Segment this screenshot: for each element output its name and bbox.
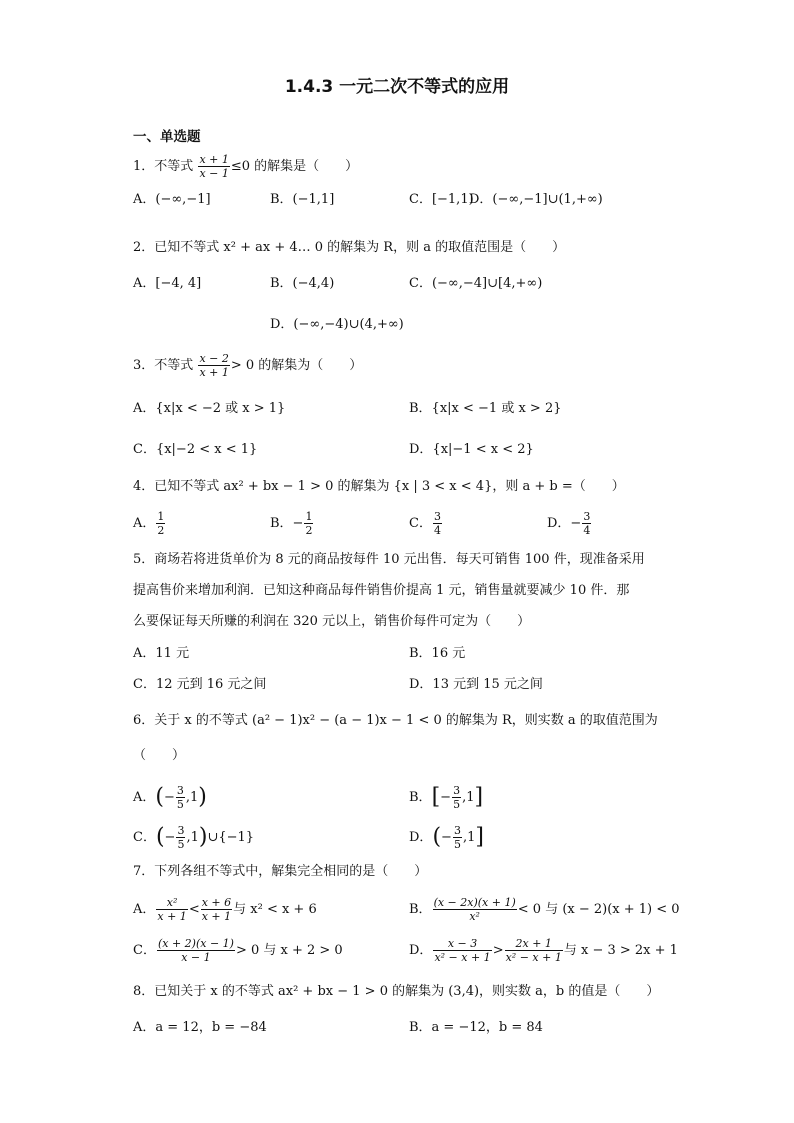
question-text: ≤0 的解集是（ ） — [230, 159, 359, 174]
page-title: 1.4.3 一元二次不等式的应用 — [284, 77, 510, 97]
bracket: ] — [474, 784, 484, 810]
q8-option-a[interactable]: A．a = 12，b = −84 — [133, 1020, 267, 1035]
q5-option-a[interactable]: A．11 元 — [133, 646, 190, 661]
fraction — [176, 824, 185, 851]
option-text: 与 x − 3 > 2x + 1 — [563, 943, 678, 958]
question-7: 7．下列各组不等式中，解集完全相同的是（ ） — [133, 864, 428, 879]
q6-option-a[interactable] — [133, 784, 207, 811]
denominator: x − 1 — [181, 951, 211, 964]
option-label: A． — [133, 902, 156, 917]
fraction — [433, 896, 517, 923]
q3-option-a[interactable]: A．{x|x < −2 或 x > 1} — [133, 401, 286, 416]
q1-option-d[interactable]: D．(−∞,−1]∪(1,+∞) — [469, 192, 603, 207]
bracket: ) — [198, 784, 207, 810]
minus-sign: − — [440, 790, 452, 805]
numerator: (x − 2x)(x + 1) — [433, 896, 516, 909]
numerator: 3 — [433, 510, 441, 523]
question-5-line-3: 么要保证每天所赚的利润在 320 元以上，销售价每件可定为（ ） — [133, 614, 531, 629]
option-label: D．− — [547, 516, 582, 531]
union-set: ∪{−1} — [207, 830, 255, 845]
q5-option-c[interactable]: C．12 元到 16 元之间 — [133, 677, 267, 692]
q2-option-d[interactable]: D．(−∞,−4)∪(4,+∞) — [270, 317, 404, 332]
question-3 — [133, 352, 362, 379]
q2-option-a[interactable]: A．[−4, 4] — [133, 276, 202, 291]
q3-option-b[interactable]: B．{x|x < −1 或 x > 2} — [409, 401, 562, 416]
fraction — [304, 510, 313, 537]
numerator: 3 — [177, 824, 185, 837]
q7-option-b[interactable] — [409, 896, 680, 923]
q2-option-c[interactable]: C．(−∞,−4]∪[4,+∞) — [409, 276, 543, 291]
fraction — [156, 896, 187, 923]
question-5-line-2: 提高售价来增加利润．已知这种商品每件销售价提高 1 元，销售量就要减少 10 件．那 — [133, 583, 630, 598]
numerator: x − 2 — [199, 352, 229, 365]
bracket: ( — [432, 824, 442, 850]
option-label: A． — [133, 516, 156, 531]
fraction — [452, 784, 461, 811]
q6-option-b[interactable] — [409, 784, 483, 811]
bracket: ] — [475, 824, 484, 850]
denominator: x² − x + 1 — [434, 951, 491, 964]
denominator: 5 — [176, 798, 184, 811]
section-heading: 一、单选题 — [133, 129, 201, 145]
denominator: 2 — [305, 524, 313, 537]
q5-option-b[interactable]: B．16 元 — [409, 646, 466, 661]
question-1 — [133, 153, 358, 180]
numerator: 2x + 1 — [505, 937, 563, 951]
q2-option-b[interactable]: B．(−4,4) — [270, 276, 335, 291]
q3-option-c[interactable]: C．{x|−2 < x < 1} — [133, 442, 258, 457]
denominator: x − 1 — [199, 167, 229, 180]
q7-option-d[interactable] — [409, 937, 678, 964]
operator: < — [188, 902, 200, 917]
fraction — [582, 510, 591, 537]
denominator: 4 — [433, 524, 441, 537]
question-2: 2．已知不等式 x² + ax + 4… 0 的解集为 R，则 a 的取值范围是（ ） — [133, 240, 566, 255]
q4-option-a[interactable] — [133, 510, 166, 537]
denominator: x² — [469, 910, 480, 923]
q1-option-b[interactable]: B．(−1,1] — [270, 192, 335, 207]
option-label: D． — [409, 830, 433, 845]
option-label: C． — [133, 943, 156, 958]
fraction — [433, 937, 491, 964]
bracket: [ — [431, 784, 441, 810]
denominator: 5 — [453, 798, 461, 811]
fraction — [198, 352, 229, 379]
bracket: ( — [155, 824, 165, 850]
q4-option-b[interactable] — [270, 510, 314, 537]
fraction — [201, 896, 232, 923]
q6-option-d[interactable] — [409, 824, 484, 851]
bracket: ( — [155, 784, 164, 810]
option-label: B．− — [270, 516, 304, 531]
fraction — [433, 510, 442, 537]
fraction — [453, 824, 462, 851]
option-label: B． — [409, 790, 432, 805]
fraction — [505, 937, 563, 964]
denominator: 5 — [177, 838, 185, 851]
q1-option-c[interactable]: C．[−1,1) — [409, 192, 474, 207]
question-5-line-1: 5．商场若将进货单价为 8 元的商品按每件 10 元出售．每天可销售 100 件，现准备采用 — [133, 552, 645, 567]
numerator: x − 3 — [433, 937, 491, 951]
question-6-line-2: （ ） — [133, 748, 186, 763]
q7-option-c[interactable] — [133, 937, 343, 964]
fraction — [156, 510, 165, 537]
interval-end: ,1 — [186, 830, 199, 845]
numerator: x + 1 — [199, 153, 229, 166]
numerator: 3 — [176, 784, 184, 797]
numerator: 3 — [583, 510, 591, 523]
fraction — [198, 153, 229, 180]
option-label: C． — [409, 516, 432, 531]
numerator: 3 — [453, 784, 461, 797]
question-4: 4．已知不等式 ax² + bx − 1 > 0 的解集为 {x | 3 < x < 4}，则 a + b =（ ） — [133, 479, 625, 494]
option-label: B． — [409, 902, 432, 917]
question-text: 不等式 — [154, 159, 194, 174]
q6-option-c[interactable] — [133, 824, 254, 851]
option-text: < 0 与 (x − 2)(x + 1) < 0 — [517, 902, 680, 917]
interval-end: ,1 — [462, 790, 475, 805]
q8-option-b[interactable]: B．a = −12，b = 84 — [409, 1020, 543, 1035]
denominator: x + 1 — [157, 910, 187, 923]
fraction — [176, 784, 185, 811]
option-label: A． — [133, 790, 156, 805]
q4-option-c[interactable] — [409, 510, 443, 537]
fraction — [157, 937, 235, 964]
minus-sign: − — [163, 790, 175, 805]
question-text: 不等式 — [154, 358, 194, 373]
denominator: x² − x + 1 — [505, 951, 562, 964]
denominator: 5 — [453, 838, 461, 851]
numerator: x² — [156, 896, 187, 910]
q1-option-a[interactable]: A．(−∞,−1] — [133, 192, 211, 207]
numerator: x + 6 — [201, 896, 232, 909]
q5-option-d[interactable]: D．13 元到 15 元之间 — [409, 677, 543, 692]
question-6-line-1: 6．关于 x 的不等式 (a² − 1)x² − (a − 1)x − 1 < 0 的解集为 R，则实数 a 的取值范围为 — [133, 713, 658, 728]
denominator: 4 — [583, 524, 591, 537]
q3-option-d[interactable]: D．{x|−1 < x < 2} — [409, 442, 534, 457]
q7-option-a[interactable] — [133, 896, 317, 923]
interval-end: ,1 — [462, 830, 476, 845]
minus-sign: − — [164, 830, 176, 845]
denominator: 2 — [157, 524, 165, 537]
option-text: 与 x² < x + 6 — [233, 902, 317, 917]
numerator: 1 — [157, 510, 165, 523]
option-label: D． — [409, 943, 433, 958]
interval-end: ,1 — [185, 790, 199, 805]
numerator: 3 — [453, 824, 461, 837]
question-8: 8．已知关于 x 的不等式 ax² + bx − 1 > 0 的解集为 (3,4)，则实数 a，b 的值是（ ） — [133, 984, 660, 999]
bracket: ) — [198, 824, 208, 850]
question-text: > 0 的解集为（ ） — [230, 358, 363, 373]
option-text: > 0 与 x + 2 > 0 — [235, 943, 343, 958]
numerator: 1 — [305, 510, 313, 523]
denominator: x + 1 — [201, 910, 232, 923]
denominator: x + 1 — [199, 366, 229, 379]
minus-sign: − — [441, 830, 452, 845]
option-label: C． — [133, 830, 156, 845]
numerator: (x + 2)(x − 1) — [157, 937, 234, 950]
question-number: 3． — [133, 358, 155, 373]
q4-option-d[interactable] — [547, 510, 592, 537]
operator: > — [492, 943, 504, 958]
question-number: 1． — [133, 159, 155, 174]
